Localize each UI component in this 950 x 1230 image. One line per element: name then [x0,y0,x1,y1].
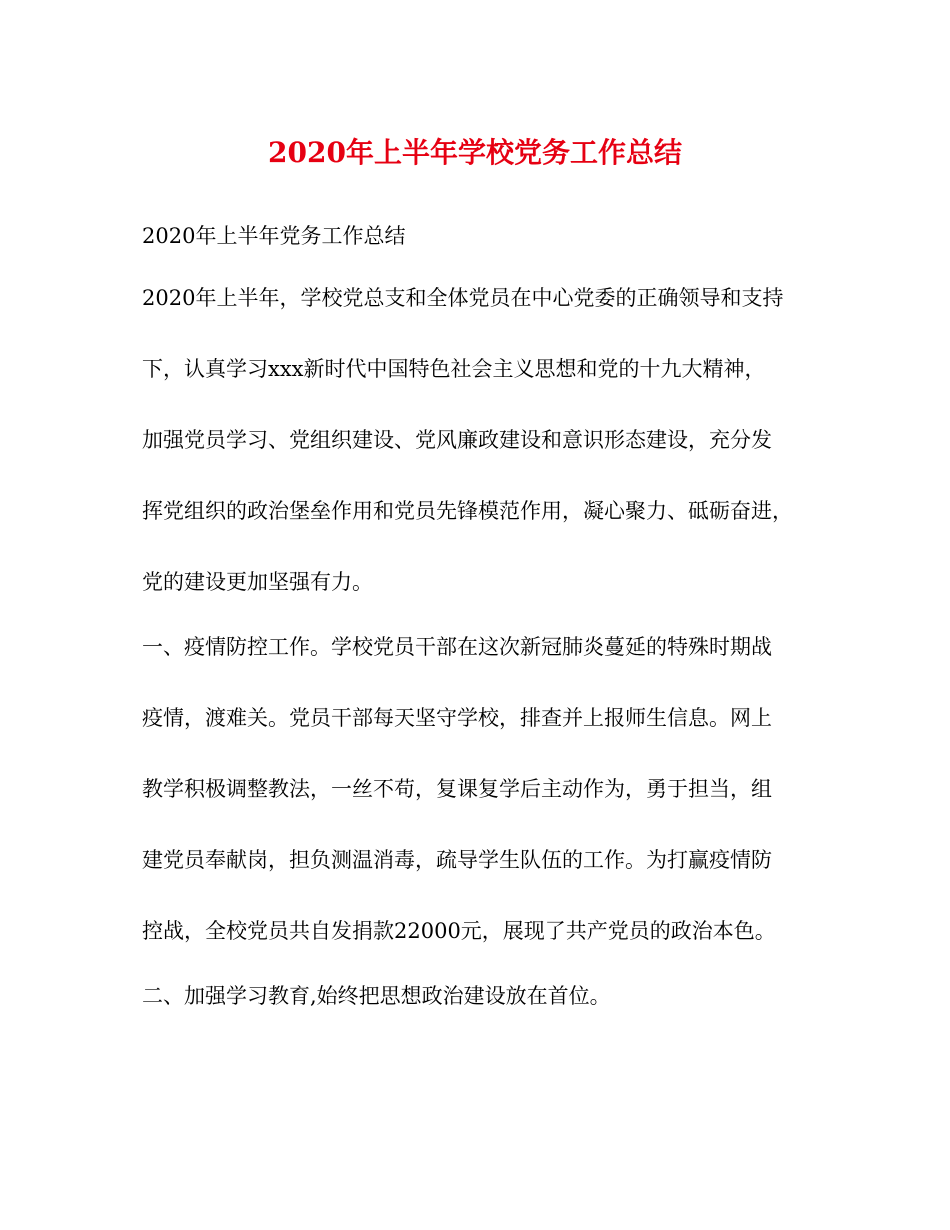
intro-line-2: 下，认真学习xxx新时代中国特色社会主义思想和党的十九大精神， [142,357,766,381]
intro-line-3: 加强党员学习、党组织建设、党风廉政建设和意识形态建设，充分发 [142,428,772,452]
intro-line-4: 挥党组织的政治堡垒作用和党员先锋模范作用，凝心聚力、砥砺奋进， [142,499,793,523]
section1-line-2: 疫情，渡难关。党员干部每天坚守学校，排查并上报师生信息。网上 [142,706,772,730]
section1-line-4: 建党员奉献岗，担负测温消毒，疏导学生队伍的工作。为打赢疫情防 [142,848,772,872]
section2-heading: 二、加强学习教育,始终把思想政治建设放在首位。 [142,984,611,1008]
intro-line-5: 党的建设更加坚强有力。 [142,570,373,594]
intro-line-1: 2020年上半年，学校党总支和全体党员在中心党委的正确领导和支持 [142,286,784,310]
document-title: 2020年上半年学校党务工作总结 [268,136,682,169]
section1-line-5: 控战，全校党员共自发捐款22000元，展现了共产党员的政治本色。 [142,919,776,943]
section1-line-3: 教学积极调整教法，一丝不苟，复课复学后主动作为，勇于担当，组 [142,777,772,801]
document-subtitle: 2020年上半年党务工作总结 [142,224,406,248]
section1-line-1: 一、疫情防控工作。学校党员干部在这次新冠肺炎蔓延的特殊时期战 [142,635,772,659]
